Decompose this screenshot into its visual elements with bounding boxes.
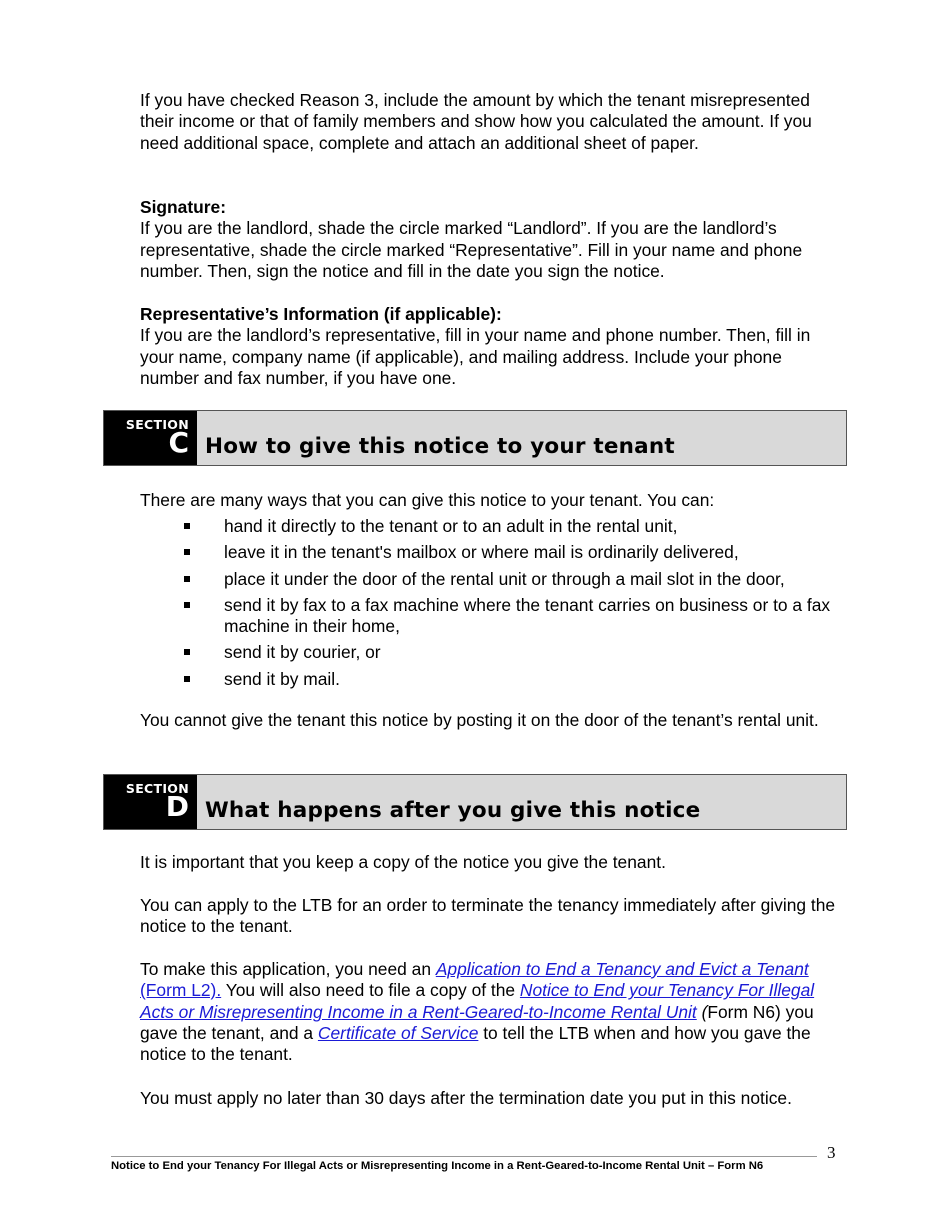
footer-title: Notice to End your Tenancy For Illegal Acts or Misrepresenting Income in a Rent-Geared-to-Income Rental Unit – Form N6 — [111, 1160, 764, 1172]
reason3-paragraph: If you have checked Reason 3, include the amount by which the tenant misrepresented their income or that of family members and show how you calculated the amount. If you need additional space, complete and attach an additional sheet of paper. — [140, 90, 812, 153]
section-d-header — [103, 774, 847, 830]
form-n6-link[interactable]: Notice to End your Tenancy For Illegal Acts or Misrepresenting Income in a Rent-Geared-to-Income Rental Unit — [140, 980, 815, 1022]
delivery-methods-list — [140, 516, 840, 695]
list-item: place it under the door of the rental unit or through a mail slot in the door, — [140, 569, 840, 590]
section-letter: C — [168, 426, 189, 459]
certificate-of-service-link[interactable]: Certificate of Service — [317, 1022, 479, 1043]
section-d-p3: To make this application, you need an Application to End a Tenancy and Evict a Tenant (Form L2). You will also need to file a copy of the Notice to End your Tenancy For Illegal Acts or Misrepresenting Income in a Rent-Geared-to-Income Rental Unit (Form N6) you gave the tenant, and a Certificate of Service to tell the LTB when and how you gave the notice to the tenant. — [140, 959, 815, 1065]
section-c-intro: There are many ways that you can give this notice to your tenant. You can: — [140, 490, 715, 510]
form-l2-link[interactable]: (Form L2). — [140, 980, 222, 1001]
section-d-tag — [104, 775, 197, 829]
list-item: send it by courier, or — [140, 642, 840, 663]
bullet-icon — [184, 649, 190, 655]
bullet-icon — [184, 576, 190, 582]
list-item: send it by mail. — [140, 669, 840, 690]
bullet-icon — [184, 602, 190, 608]
section-c-closing: You cannot give the tenant this notice by posting it on the door of the tenant’s rental unit. — [140, 710, 819, 730]
section-d-p2: You can apply to the LTB for an order to terminate the tenancy immediately after giving the notice to the tenant. — [140, 895, 836, 937]
bullet-icon — [184, 523, 190, 529]
section-d-title: What happens after you give this notice — [205, 798, 701, 823]
rep-info-body: If you are the landlord’s representative, fill in your name and phone number. Then, fill in your name, company name (if applicable), and mailing address. Include your phone number and fax number, if you have one. — [140, 325, 811, 388]
bullet-icon — [184, 676, 190, 682]
bullet-icon — [184, 549, 190, 555]
signature-body: If you are the landlord, shade the circle marked “Landlord”. If you are the landlord’s representative, shade the circle marked “Representative”. Fill in your name and phone number. Then, sign the notice and fill in the date you sign the notice. — [140, 218, 803, 281]
section-c-title: How to give this notice to your tenant — [205, 434, 675, 459]
rep-info-heading: Representative’s Information (if applicable): — [140, 304, 502, 324]
section-c-tag — [104, 411, 197, 465]
application-form-l2-link[interactable]: Application to End a Tenancy and Evict a Tenant — [435, 959, 809, 979]
signature-block — [140, 197, 840, 282]
list-item: leave it in the tenant's mailbox or where mail is ordinarily delivered, — [140, 542, 840, 563]
list-item: hand it directly to the tenant or to an adult in the rental unit, — [140, 516, 840, 537]
signature-heading: Signature: — [140, 197, 226, 217]
list-item: send it by fax to a fax machine where the tenant carries on business or to a fax machine in their home, — [140, 595, 840, 638]
footer-divider — [111, 1156, 817, 1157]
section-label: SECTION — [125, 417, 189, 432]
section-c-header — [103, 410, 847, 466]
section-d-p1: It is important that you keep a copy of the notice you give the tenant. — [140, 852, 666, 872]
section-label: SECTION — [125, 781, 189, 796]
section-d-p4: You must apply no later than 30 days after the termination date you put in this notice. — [140, 1088, 792, 1108]
rep-info-block — [140, 304, 840, 389]
section-letter: D — [165, 790, 189, 823]
page-number: 3 — [827, 1143, 836, 1162]
